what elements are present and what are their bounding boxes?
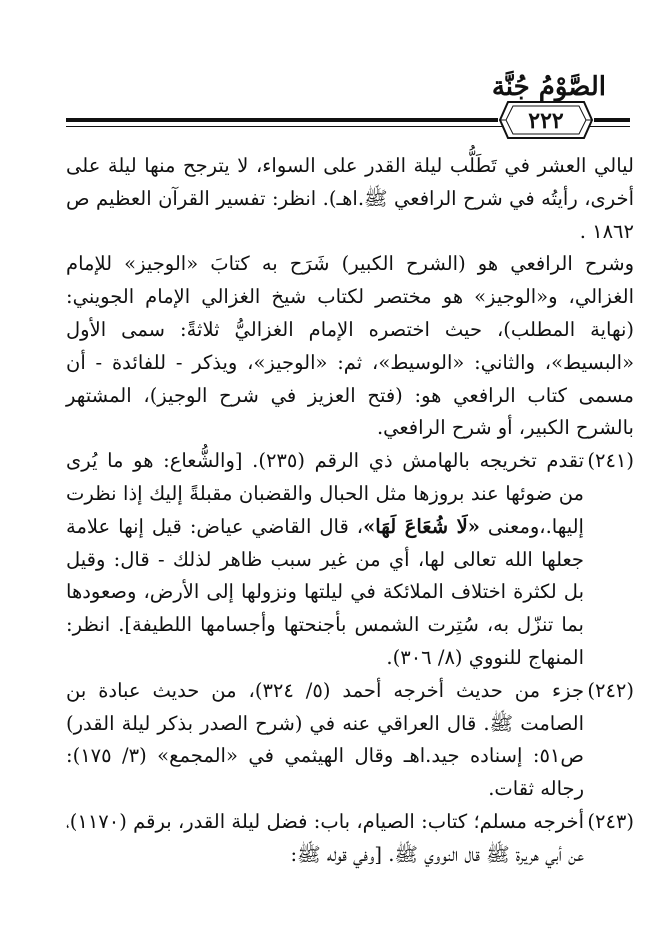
- footnote-bold-phrase: «لَا شُعَاعَ لَهَا»: [363, 514, 480, 538]
- footnote-text: جزء من حديث أخرجه أحمد (٥/ ٣٢٤)، من حديث عبادة بن الصامت ﷺ. قال العراقي عنه في (شرح الصدر بذكر ليلة القدر) ص٥١: إسناده جيد.اهـ وقال الهيثمي في «المجمع» (٣/ ١٧٥): رجاله ثقات.: [66, 678, 584, 801]
- running-title: الصَّوْمُ جُنَّة: [491, 72, 606, 102]
- footnote-241: [66, 445, 634, 675]
- page-number-badge: [498, 98, 594, 142]
- page-number: ٢٢٢: [528, 108, 564, 134]
- footnote-number: (٢٤٢): [587, 678, 634, 702]
- footnote-243: [66, 806, 634, 872]
- page-header: [0, 0, 666, 140]
- footnote-number: (٢٤١): [587, 449, 634, 473]
- footnote-number: (٢٤٣): [587, 809, 634, 833]
- footnote-text: أخرجه مسلم؛ كتاب: الصيام، باب: فضل ليلة القدر، برقم (١١٧٠)، عن أبي هريرة ﷺ قال النووي ﷺ. [وفي قوله ﷺ:: [66, 809, 584, 866]
- footnote-text-before: تقدم تخريجه بالهامش ذي الرقم (٢٣٥). [والشُّعاع: هو ما يُرى من ضوئها عند بروزها مثل الحبال والقضبان مقبلةً إليك إذا نظرت إليها.،ومعنى: [66, 449, 584, 538]
- intro-paragraph-1: ليالي العشر في تَطَلُّب ليلة القدر على السواء، لا يترجح منها ليلة على أخرى، رأيتُه في شرح الرافعي ﷺ.اهـ). انظر: تفسير القرآن العظيم ص ١٨٦٢ .: [66, 154, 634, 243]
- footnote-text-after: ، قال القاضي عياض: قيل إنها علامة جعلها الله تعالى لها، أي من غير سبب ظاهر لذلك - قال: وقيل بل لكثرة اختلاف الملائكة في ليلتها ونزولها إلى الأرض، وصعودها بما تنزّل به، سُتِرت الشمس بأجنحتها وأجسامها اللطيفة]. انظر: المنهاج للنووي (٨/ ٣٠٦).: [66, 514, 584, 669]
- page-body: [66, 150, 634, 872]
- footnote-242: [66, 675, 634, 806]
- intro-paragraph-2: وشرح الرافعي هو (الشرح الكبير) شَرَح به كتابَ «الوجيز» للإمام الغزالي، و«الوجيز» هو مختصر لكتاب شيخ الغزالي الإمام الجويني: (نهاية المطلب)، حيث اختصره الإمام الغزاليُّ ثلاثةً: سمى الأول «البسيط»، والثاني: «الوسيط»، ثم: «الوجيز»، ويذكر - للفائدة - أن مسمى كتاب الرافعي هو: (فتح العزيز في شرح الوجيز)، المشتهر بالشرح الكبير، أو شرح الرافعي.: [66, 252, 634, 440]
